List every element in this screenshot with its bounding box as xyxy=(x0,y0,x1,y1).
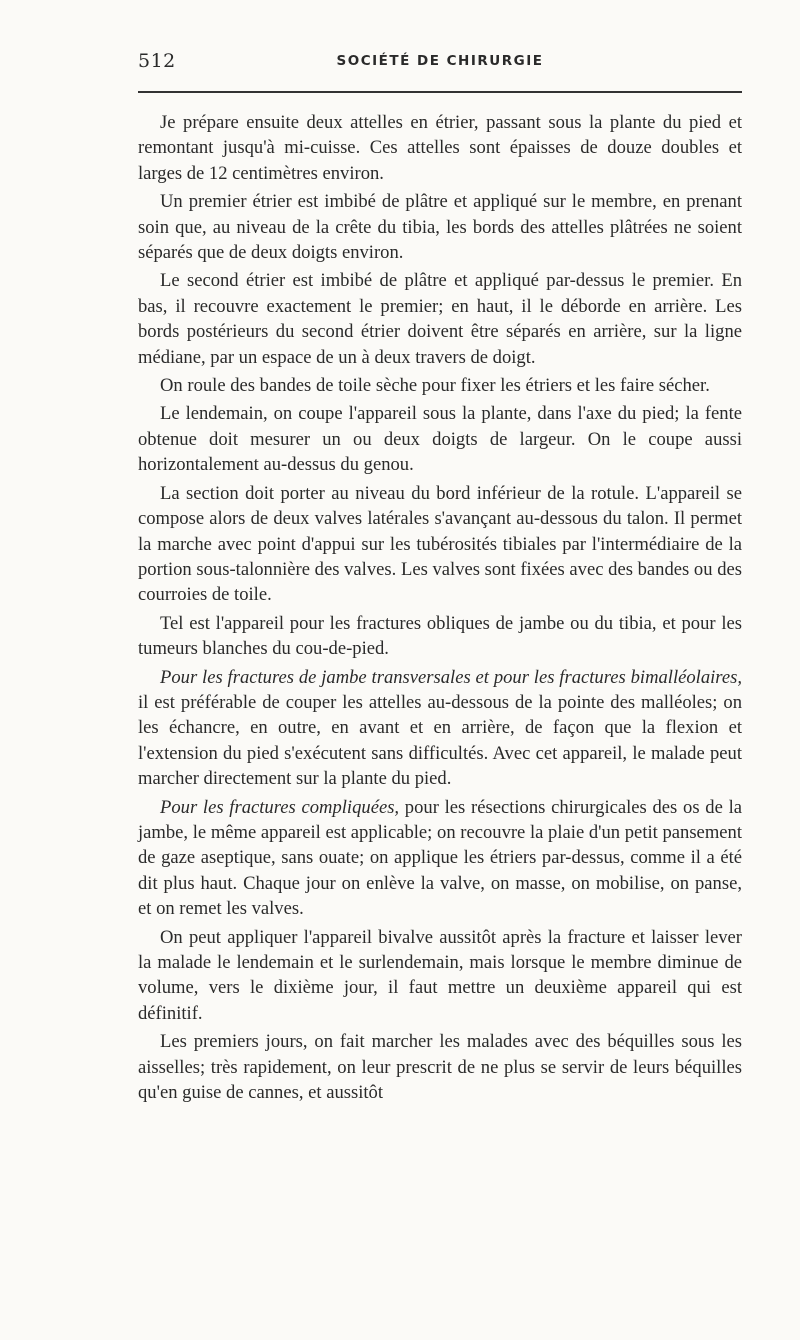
paragraph-9: Pour les fractures compliquées, pour les résections chirurgicales des os de la jambe, le même appareil est applicable; on recouvre la plaie d'un petit pansement de gaze aseptique, sans ouate; on applique les étriers par-dessus, comme il a été dit plus haut. Chaque jour on enlève la valve, on masse, on mobilise, on panse, et on remet les valves. xyxy=(138,796,742,920)
paragraph-10: On peut appliquer l'appareil bivalve aussitôt après la fracture et laisser lever la malade le lendemain et le surlendemain, mais lorsque le membre diminue de volume, vers le dixième jour, il faut mettre un deuxième appareil qui est définitif. xyxy=(138,926,742,1024)
running-title: SOCIÉTÉ DE CHIRURGIE xyxy=(336,53,544,69)
paragraph-6: La section doit porter au niveau du bord inférieur de la rotule. L'appareil se compose alors de deux valves latérales s'avançant au-dessous du talon. Il permet la marche avec point d'appui sur les tubérosités tibiales par l'intermédiaire de la portion sous-talonnière des valves. Les valves sont fixées avec des bandes ou des courroies de toile. xyxy=(138,482,742,606)
paragraph-11: Les premiers jours, on fait marcher les malades avec des béquilles sous les aisselles; très rapidement, on leur prescrit de ne plus se servir de leurs béquilles qu'en guise de cannes, et aussitôt xyxy=(138,1031,742,1104)
paragraph-7: Tel est l'appareil pour les fractures obliques de jambe ou du tibia, et pour les tumeurs blanches du cou-de-pied. xyxy=(138,612,742,660)
paragraph-1: Je prépare ensuite deux attelles en étrier, passant sous la plante du pied et remontant jusqu'à mi-cuisse. Ces attelles sont épaisses de douze doubles et larges de 12 centimètres environ. xyxy=(138,112,742,184)
page-number: 512 xyxy=(138,50,176,72)
italic-lead: Pour les fractures de jambe transversales et pour les fractures bimalléolaires, xyxy=(160,666,742,688)
paragraph-4: On roule des bandes de toile sèche pour fixer les étriers et les faire sécher. xyxy=(160,375,710,397)
body-text xyxy=(138,110,742,1105)
paragraph-3: Le second étrier est imbibé de plâtre et appliqué par-dessus le premier. En bas, il recouvre exactement le premier; en haut, il le déborde en arrière. Les bords postérieurs du second étrier doivent être séparés en arrière, sur la ligne médiane, par un espace de un à deux travers de doigt. xyxy=(138,270,742,368)
header-rule xyxy=(138,91,742,93)
paragraph-8: Pour les fractures de jambe transversales et pour les fractures bimalléolaires, il est préférable de couper les attelles au-dessous de la pointe des malléoles; on les échancre, en outre, en avant et en arrière, de façon que la flexion et l'extension du pied s'exécutent sans difficultés. Avec cet appareil, le malade peut marcher directement sur la plante du pied. xyxy=(138,666,742,790)
paragraph-5: Le lendemain, on coupe l'appareil sous la plante, dans l'axe du pied; la fente obtenue doit mesurer un ou deux doigts de largeur. On le coupe aussi horizontalement au-dessus du genou. xyxy=(138,403,742,476)
italic-lead: Pour les fractures compliquées, xyxy=(160,796,400,818)
page-header xyxy=(138,50,742,74)
paragraph-2: Un premier étrier est imbibé de plâtre et appliqué sur le membre, en prenant soin que, au niveau de la crête du tibia, les bords des attelles plâtrées ne soient séparés que de deux doigts environ. xyxy=(138,191,742,264)
